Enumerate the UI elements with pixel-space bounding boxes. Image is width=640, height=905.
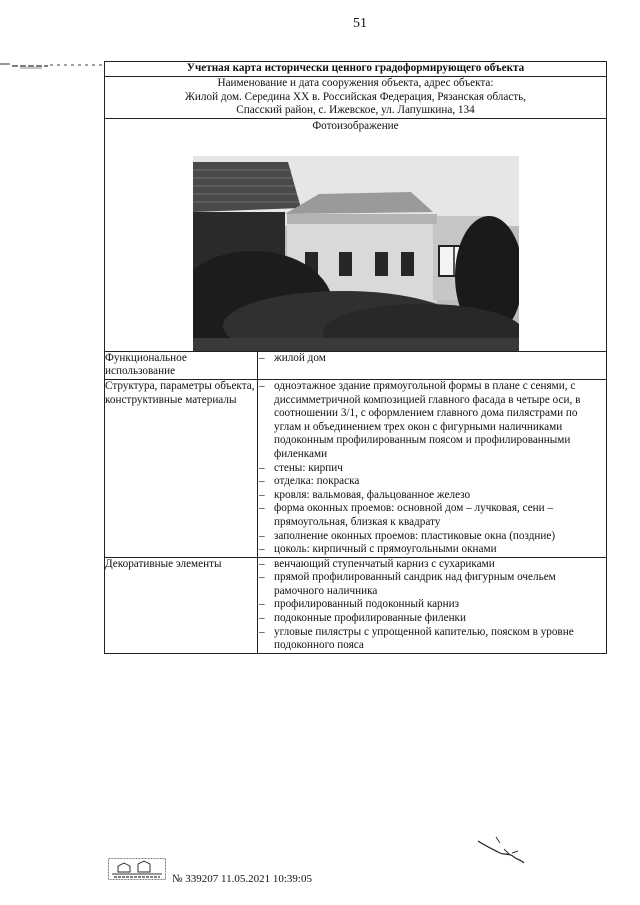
building-photo: [193, 156, 519, 351]
list-item: – кровля: вальмовая, фальцованное железо: [258, 489, 606, 503]
record-card-table: [104, 61, 607, 654]
registry-stamp-logo: [108, 858, 166, 880]
row-items-decor: [258, 557, 607, 653]
list-item: – отделка: покраска: [258, 475, 606, 489]
margin-marks: [0, 56, 108, 76]
object-name-cell: [105, 77, 607, 119]
object-name-line-2: Спасский район, с. Ижевское, ул. Лапушкина, 134: [236, 104, 475, 117]
row-label-function: Функциональное использование: [105, 351, 258, 379]
list-item: – угловые пилястры с упрощенной капителью, пояском в уровне подоконного пояса: [258, 626, 606, 653]
page-number: 51: [353, 16, 367, 31]
list-item: – венчающий ступенчатый карниз с сухариками: [258, 558, 606, 572]
list-item: – одноэтажное здание прямоугольной формы в плане с сенями, с диссимметричной композицией главного фасада в четыре оси, в соотношении 3/1, с оформлением главного дома пилястрами по углам и объединением трех окон с фигурными наличниками подоконным профилированным поясом и профилированными филенками: [258, 380, 606, 462]
row-items-function: [258, 351, 607, 379]
registration-number: № 339207 11.05.2021 10:39:05: [172, 873, 312, 885]
row-label-decor: Декоративные элементы: [105, 557, 258, 653]
handwritten-signature: [474, 833, 526, 867]
row-items-structure: [258, 379, 607, 557]
list-item: – стены: кирпич: [258, 462, 606, 476]
list-item: – жилой дом: [258, 352, 606, 366]
card-title: Учетная карта исторически ценного градоформирующего объекта: [105, 62, 607, 77]
list-item: – заполнение оконных проемов: пластиковые окна (поздние): [258, 530, 606, 544]
row-label-structure: Структура, параметры объекта, конструктивные материалы: [105, 379, 258, 557]
list-item: – цоколь: кирпичный с прямоугольными окнами: [258, 543, 606, 557]
list-item: – подоконные профилированные филенки: [258, 612, 606, 626]
photo-cell: [105, 118, 607, 351]
object-name-label: Наименование и дата сооружения объекта, адрес объекта:: [217, 77, 494, 89]
list-item: – профилированный подоконный карниз: [258, 598, 606, 612]
object-name-line-1: Жилой дом. Середина XX в. Российская Федерация, Рязанская область,: [184, 90, 527, 103]
photo-caption: Фотоизображение: [312, 119, 399, 132]
list-item: – форма оконных проемов: основной дом – лучковая, сени – прямоугольная, близкая к квадрату: [258, 502, 606, 529]
list-item: – прямой профилированный сандрик над фигурным очельем рамочного наличника: [258, 571, 606, 598]
